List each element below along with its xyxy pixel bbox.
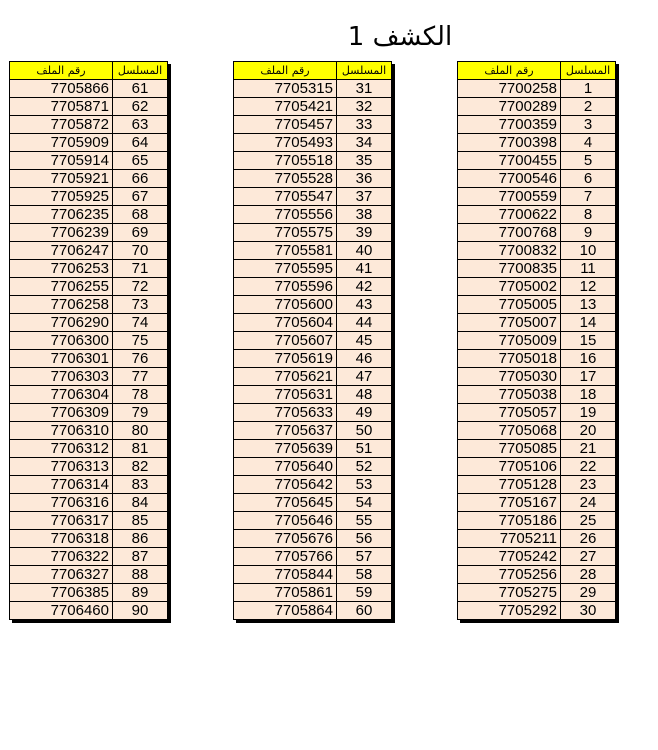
serial-cell: 66	[113, 170, 168, 188]
table-row	[234, 152, 392, 170]
serial-cell: 4	[561, 134, 616, 152]
header-row	[234, 62, 392, 80]
table-row	[234, 170, 392, 188]
serial-cell: 30	[561, 602, 616, 620]
table-row	[458, 368, 616, 386]
file-number-cell: 7706239	[10, 224, 113, 242]
table-row	[10, 422, 168, 440]
file-number-header: رقم الملف	[234, 62, 337, 80]
table-row	[10, 476, 168, 494]
table-row	[458, 206, 616, 224]
serial-cell: 37	[337, 188, 392, 206]
serial-cell: 36	[337, 170, 392, 188]
table-row	[234, 602, 392, 620]
table-row	[234, 350, 392, 368]
table-row	[234, 296, 392, 314]
file-table-middle	[233, 61, 392, 620]
table-row	[458, 98, 616, 116]
serial-cell: 63	[113, 116, 168, 134]
table-row	[10, 602, 168, 620]
table-row	[234, 440, 392, 458]
table-row	[458, 314, 616, 332]
file-number-cell: 7700835	[458, 260, 561, 278]
file-number-cell: 7705600	[234, 296, 337, 314]
table-row	[458, 440, 616, 458]
serial-cell: 8	[561, 206, 616, 224]
file-number-cell: 7706303	[10, 368, 113, 386]
file-number-cell: 7705275	[458, 584, 561, 602]
table-row	[458, 458, 616, 476]
file-number-cell: 7705621	[234, 368, 337, 386]
file-number-cell: 7705639	[234, 440, 337, 458]
file-number-cell: 7705002	[458, 278, 561, 296]
serial-cell: 67	[113, 188, 168, 206]
file-number-cell: 7705556	[234, 206, 337, 224]
file-number-cell: 7705619	[234, 350, 337, 368]
file-number-cell: 7705604	[234, 314, 337, 332]
serial-cell: 10	[561, 242, 616, 260]
serial-cell: 69	[113, 224, 168, 242]
serial-cell: 25	[561, 512, 616, 530]
file-number-cell: 7706310	[10, 422, 113, 440]
serial-cell: 20	[561, 422, 616, 440]
file-number-cell: 7705575	[234, 224, 337, 242]
table-row	[234, 224, 392, 242]
serial-cell: 16	[561, 350, 616, 368]
serial-cell: 51	[337, 440, 392, 458]
serial-cell: 62	[113, 98, 168, 116]
file-number-cell: 7700768	[458, 224, 561, 242]
file-number-cell: 7705242	[458, 548, 561, 566]
table-row	[10, 296, 168, 314]
serial-cell: 59	[337, 584, 392, 602]
table-row	[10, 152, 168, 170]
table-row	[234, 260, 392, 278]
file-number-cell: 7706258	[10, 296, 113, 314]
file-number-cell: 7705315	[234, 80, 337, 98]
serial-cell: 84	[113, 494, 168, 512]
serial-cell: 6	[561, 170, 616, 188]
file-number-cell: 7705631	[234, 386, 337, 404]
table-row	[234, 134, 392, 152]
table-row	[10, 404, 168, 422]
table-row	[10, 494, 168, 512]
sheet-title: الكشف 1	[347, 22, 453, 52]
file-number-cell: 7705645	[234, 494, 337, 512]
table-row	[234, 584, 392, 602]
file-number-cell: 7705633	[234, 404, 337, 422]
serial-cell: 7	[561, 188, 616, 206]
serial-cell: 39	[337, 224, 392, 242]
table-row	[458, 350, 616, 368]
table-row	[458, 584, 616, 602]
table-row	[234, 548, 392, 566]
file-number-cell: 7706316	[10, 494, 113, 512]
serial-cell: 72	[113, 278, 168, 296]
serial-cell: 47	[337, 368, 392, 386]
file-number-cell: 7706300	[10, 332, 113, 350]
table-row	[10, 224, 168, 242]
serial-cell: 44	[337, 314, 392, 332]
table-row	[234, 476, 392, 494]
serial-cell: 34	[337, 134, 392, 152]
file-number-cell: 7705068	[458, 422, 561, 440]
serial-cell: 52	[337, 458, 392, 476]
file-number-cell: 7700359	[458, 116, 561, 134]
file-number-cell: 7705005	[458, 296, 561, 314]
table-row	[458, 170, 616, 188]
table-row	[458, 188, 616, 206]
table-row	[10, 512, 168, 530]
file-number-cell: 7705642	[234, 476, 337, 494]
table-row	[458, 224, 616, 242]
table-row	[10, 386, 168, 404]
table-row	[458, 386, 616, 404]
file-number-cell: 7706327	[10, 566, 113, 584]
serial-cell: 2	[561, 98, 616, 116]
serial-cell: 12	[561, 278, 616, 296]
table-row	[458, 422, 616, 440]
serial-cell: 17	[561, 368, 616, 386]
serial-cell: 54	[337, 494, 392, 512]
file-number-cell: 7706247	[10, 242, 113, 260]
table-row	[10, 530, 168, 548]
table-row	[234, 80, 392, 98]
serial-cell: 89	[113, 584, 168, 602]
serial-cell: 45	[337, 332, 392, 350]
file-number-cell: 7705457	[234, 116, 337, 134]
table-row	[234, 386, 392, 404]
file-number-cell: 7700289	[458, 98, 561, 116]
table-row	[458, 278, 616, 296]
serial-cell: 42	[337, 278, 392, 296]
file-number-cell: 7705038	[458, 386, 561, 404]
file-number-cell: 7706290	[10, 314, 113, 332]
serial-cell: 23	[561, 476, 616, 494]
table-row	[458, 80, 616, 98]
serial-cell: 85	[113, 512, 168, 530]
table-row	[10, 134, 168, 152]
file-number-cell: 7706255	[10, 278, 113, 296]
serial-cell: 53	[337, 476, 392, 494]
table-row	[234, 494, 392, 512]
file-number-cell: 7705018	[458, 350, 561, 368]
file-number-cell: 7705607	[234, 332, 337, 350]
serial-cell: 81	[113, 440, 168, 458]
table-row	[10, 584, 168, 602]
table-row	[10, 242, 168, 260]
file-number-cell: 7705493	[234, 134, 337, 152]
serial-cell: 64	[113, 134, 168, 152]
file-number-cell: 7705637	[234, 422, 337, 440]
file-number-cell: 7705595	[234, 260, 337, 278]
table-row	[234, 98, 392, 116]
file-number-cell: 7700622	[458, 206, 561, 224]
serial-cell: 31	[337, 80, 392, 98]
table-row	[10, 332, 168, 350]
serial-cell: 19	[561, 404, 616, 422]
file-number-cell: 7705009	[458, 332, 561, 350]
table-row	[10, 206, 168, 224]
table-row	[458, 242, 616, 260]
serial-cell: 5	[561, 152, 616, 170]
table-row	[458, 494, 616, 512]
serial-cell: 22	[561, 458, 616, 476]
serial-cell: 32	[337, 98, 392, 116]
file-number-cell: 7700559	[458, 188, 561, 206]
serial-cell: 82	[113, 458, 168, 476]
file-number-cell: 7705421	[234, 98, 337, 116]
file-number-cell: 7706235	[10, 206, 113, 224]
table-row	[234, 188, 392, 206]
serial-cell: 38	[337, 206, 392, 224]
table-row	[10, 440, 168, 458]
serial-cell: 21	[561, 440, 616, 458]
serial-cell: 50	[337, 422, 392, 440]
file-number-cell: 7705292	[458, 602, 561, 620]
table-row	[234, 404, 392, 422]
file-number-cell: 7705085	[458, 440, 561, 458]
serial-cell: 49	[337, 404, 392, 422]
file-number-cell: 7705518	[234, 152, 337, 170]
file-number-cell: 7705128	[458, 476, 561, 494]
table-row	[234, 278, 392, 296]
serial-cell: 13	[561, 296, 616, 314]
file-number-cell: 7705547	[234, 188, 337, 206]
file-number-cell: 7705676	[234, 530, 337, 548]
table-row	[234, 458, 392, 476]
file-number-cell: 7705030	[458, 368, 561, 386]
file-number-cell: 7705861	[234, 584, 337, 602]
table-row	[458, 296, 616, 314]
serial-cell: 14	[561, 314, 616, 332]
serial-cell: 27	[561, 548, 616, 566]
serial-cell: 61	[113, 80, 168, 98]
serial-cell: 41	[337, 260, 392, 278]
table-row	[10, 458, 168, 476]
file-number-cell: 7700455	[458, 152, 561, 170]
table-row	[10, 368, 168, 386]
file-number-cell: 7705871	[10, 98, 113, 116]
serial-cell: 33	[337, 116, 392, 134]
table-row	[234, 512, 392, 530]
file-number-cell: 7706253	[10, 260, 113, 278]
serial-cell: 79	[113, 404, 168, 422]
serial-cell: 86	[113, 530, 168, 548]
file-number-cell: 7700398	[458, 134, 561, 152]
file-number-cell: 7705528	[234, 170, 337, 188]
serial-cell: 76	[113, 350, 168, 368]
file-number-cell: 7705766	[234, 548, 337, 566]
file-number-cell: 7705872	[10, 116, 113, 134]
file-number-cell: 7705925	[10, 188, 113, 206]
table-row	[234, 368, 392, 386]
serial-cell: 60	[337, 602, 392, 620]
file-table-left	[9, 61, 168, 620]
file-number-cell: 7700258	[458, 80, 561, 98]
file-number-cell: 7706460	[10, 602, 113, 620]
serial-header: المسلسل	[337, 62, 392, 80]
table-row	[458, 512, 616, 530]
serial-header: المسلسل	[561, 62, 616, 80]
file-number-cell: 7700832	[458, 242, 561, 260]
serial-cell: 87	[113, 548, 168, 566]
file-number-cell: 7705581	[234, 242, 337, 260]
file-number-cell: 7706304	[10, 386, 113, 404]
serial-cell: 77	[113, 368, 168, 386]
serial-cell: 24	[561, 494, 616, 512]
serial-cell: 80	[113, 422, 168, 440]
table-row	[10, 314, 168, 332]
header-row	[10, 62, 168, 80]
serial-cell: 68	[113, 206, 168, 224]
table-row	[234, 422, 392, 440]
serial-header: المسلسل	[113, 62, 168, 80]
table-row	[10, 566, 168, 584]
serial-cell: 29	[561, 584, 616, 602]
table-row	[458, 404, 616, 422]
serial-cell: 48	[337, 386, 392, 404]
serial-cell: 58	[337, 566, 392, 584]
serial-cell: 88	[113, 566, 168, 584]
serial-cell: 90	[113, 602, 168, 620]
table-row	[10, 98, 168, 116]
table-row	[458, 548, 616, 566]
serial-cell: 40	[337, 242, 392, 260]
file-number-cell: 7705057	[458, 404, 561, 422]
table-row	[234, 242, 392, 260]
table-row	[10, 260, 168, 278]
serial-cell: 28	[561, 566, 616, 584]
table-row	[458, 260, 616, 278]
header-row	[458, 62, 616, 80]
serial-cell: 1	[561, 80, 616, 98]
table-row	[234, 332, 392, 350]
file-number-cell: 7706313	[10, 458, 113, 476]
file-number-cell: 7706314	[10, 476, 113, 494]
serial-cell: 83	[113, 476, 168, 494]
table-row	[458, 530, 616, 548]
file-number-cell: 7706317	[10, 512, 113, 530]
table-row	[458, 602, 616, 620]
file-table-right	[457, 61, 616, 620]
serial-cell: 78	[113, 386, 168, 404]
serial-cell: 35	[337, 152, 392, 170]
file-number-cell: 7705211	[458, 530, 561, 548]
serial-cell: 15	[561, 332, 616, 350]
table-row	[10, 350, 168, 368]
table-row	[234, 530, 392, 548]
serial-cell: 70	[113, 242, 168, 260]
table-row	[458, 116, 616, 134]
file-number-cell: 7706309	[10, 404, 113, 422]
table-row	[234, 314, 392, 332]
file-number-cell: 7706301	[10, 350, 113, 368]
serial-cell: 26	[561, 530, 616, 548]
table-row	[10, 278, 168, 296]
table-row	[234, 566, 392, 584]
serial-cell: 9	[561, 224, 616, 242]
serial-cell: 75	[113, 332, 168, 350]
file-number-cell: 7705921	[10, 170, 113, 188]
serial-cell: 74	[113, 314, 168, 332]
file-number-cell: 7705256	[458, 566, 561, 584]
table-row	[458, 476, 616, 494]
file-number-cell: 7705640	[234, 458, 337, 476]
serial-cell: 18	[561, 386, 616, 404]
file-number-cell: 7706318	[10, 530, 113, 548]
serial-cell: 57	[337, 548, 392, 566]
table-row	[234, 116, 392, 134]
serial-cell: 11	[561, 260, 616, 278]
file-number-cell: 7705646	[234, 512, 337, 530]
serial-cell: 46	[337, 350, 392, 368]
table-row	[10, 188, 168, 206]
file-number-cell: 7705864	[234, 602, 337, 620]
table-row	[458, 332, 616, 350]
table-row	[458, 566, 616, 584]
file-number-cell: 7705866	[10, 80, 113, 98]
table-row	[458, 134, 616, 152]
file-number-cell: 7705106	[458, 458, 561, 476]
file-number-cell: 7705909	[10, 134, 113, 152]
table-row	[10, 80, 168, 98]
file-number-cell: 7705914	[10, 152, 113, 170]
file-number-cell: 7705167	[458, 494, 561, 512]
file-number-cell: 7705007	[458, 314, 561, 332]
file-number-cell: 7705186	[458, 512, 561, 530]
table-row	[458, 152, 616, 170]
file-number-cell: 7700546	[458, 170, 561, 188]
file-number-header: رقم الملف	[458, 62, 561, 80]
serial-cell: 71	[113, 260, 168, 278]
serial-cell: 43	[337, 296, 392, 314]
table-row	[234, 206, 392, 224]
file-number-cell: 7706385	[10, 584, 113, 602]
file-number-cell: 7705844	[234, 566, 337, 584]
serial-cell: 56	[337, 530, 392, 548]
file-number-cell: 7705596	[234, 278, 337, 296]
table-row	[10, 548, 168, 566]
serial-cell: 3	[561, 116, 616, 134]
file-number-cell: 7706322	[10, 548, 113, 566]
serial-cell: 65	[113, 152, 168, 170]
serial-cell: 73	[113, 296, 168, 314]
table-row	[10, 170, 168, 188]
file-number-cell: 7706312	[10, 440, 113, 458]
table-row	[10, 116, 168, 134]
file-number-header: رقم الملف	[10, 62, 113, 80]
serial-cell: 55	[337, 512, 392, 530]
